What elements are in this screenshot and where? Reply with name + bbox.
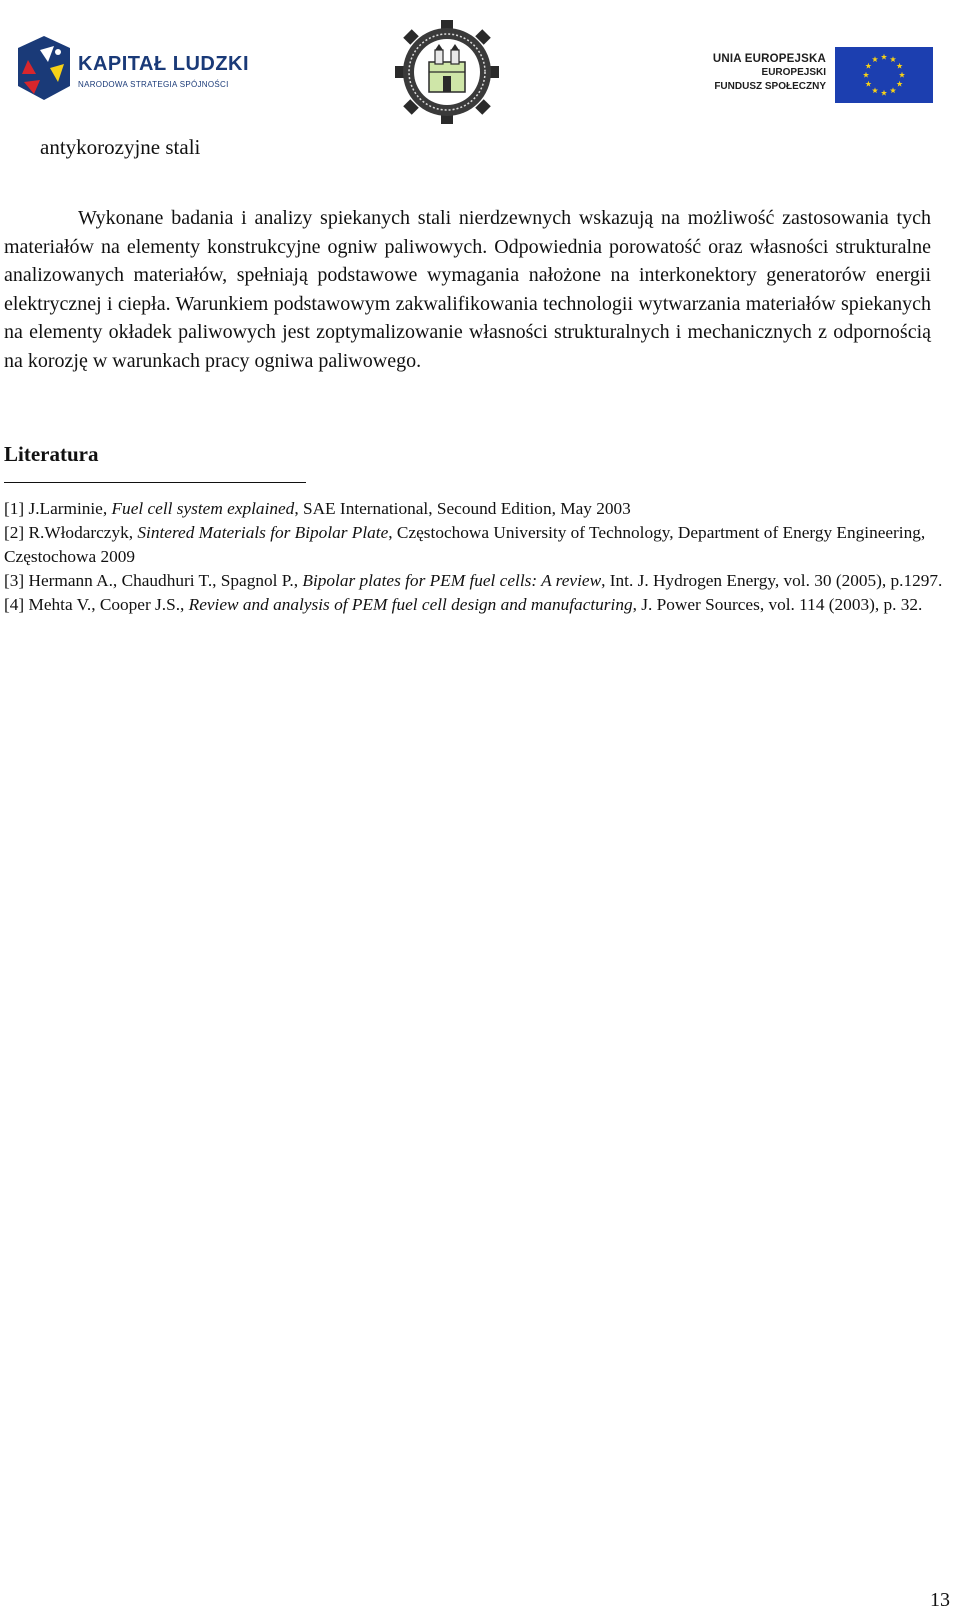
eu-flag-icon <box>835 47 933 103</box>
eu-line-social-fund: FUNDUSZ SPOŁECZNY <box>714 81 826 92</box>
eu-line-european: EUROPEJSKI <box>761 67 826 78</box>
conclusion-text: Wykonane badania i analizy spiekanych stali nierdzewnych wskazują na możliwość zastosowania tych materiałów na elementy konstrukcyjne ogniw paliwowych. Odpowiednia porowatość oraz własności strukturalne analizowanych materiałów, spełniają podstawowe wymagania nałożone na interkonektory generatorów energii elektrycznej i ciepła. Warunkiem podstawowym zakwalifikowania technologii wytwarzania materiałów spiekanych na elementy okładek paliwowych jest zoptymalizowanie własności strukturalnych i mechanicznych z odpornością na korozję w warunkach pracy ogniwa paliwowego. <box>4 207 931 372</box>
reference-details: , Int. J. Hydrogen Energy, vol. 30 (2005), p.1297. <box>601 571 943 590</box>
reference-item <box>4 569 956 593</box>
reference-title: Fuel cell system explained <box>111 499 295 518</box>
reference-details: , J. Power Sources, vol. 114 (2003), p. 32. <box>632 595 923 614</box>
page-number: 13 <box>930 1589 950 1611</box>
reference-title: Sintered Materials for Bipolar Plate <box>137 523 389 542</box>
reference-authors: [1] J.Larminie, <box>4 499 112 518</box>
kapital-ludzki-emblem-icon <box>14 34 76 104</box>
reference-authors: [4] Mehta V., Cooper J.S., <box>4 595 189 614</box>
reference-authors: [2] R.Włodarczyk, <box>4 523 138 542</box>
eu-fund-label <box>690 52 826 94</box>
kapital-ludzki-logo <box>14 30 254 110</box>
section-title: antykorozyjne stali <box>40 135 201 159</box>
kapital-ludzki-title: KAPITAŁ LUDZKI <box>78 53 250 75</box>
kapital-ludzki-subtitle: NARODOWA STRATEGIA SPÓJNOŚCI <box>78 80 229 89</box>
conclusion-paragraph <box>4 204 931 376</box>
reference-details: , SAE International, Secound Edition, May 2003 <box>294 499 631 518</box>
reference-item <box>4 521 956 569</box>
reference-authors: [3] Hermann A., Chaudhuri T., Spagnol P., <box>4 571 303 590</box>
reference-details: , Częstochowa University of Technology, Department of Energy Engineering, Częstochowa 2009 <box>4 523 926 566</box>
university-seal-icon <box>395 20 499 124</box>
reference-title: Review and analysis of PEM fuel cell design and manufacturing <box>188 595 633 614</box>
literature-heading: Literatura <box>4 442 99 466</box>
eu-line-union: UNIA EUROPEJSKA <box>712 53 826 65</box>
page-header <box>0 0 960 130</box>
reference-title: Bipolar plates for PEM fuel cells: A review <box>302 571 602 590</box>
reference-list <box>4 497 956 617</box>
reference-item <box>4 593 956 617</box>
reference-item <box>4 497 956 521</box>
heading-rule <box>4 482 306 483</box>
